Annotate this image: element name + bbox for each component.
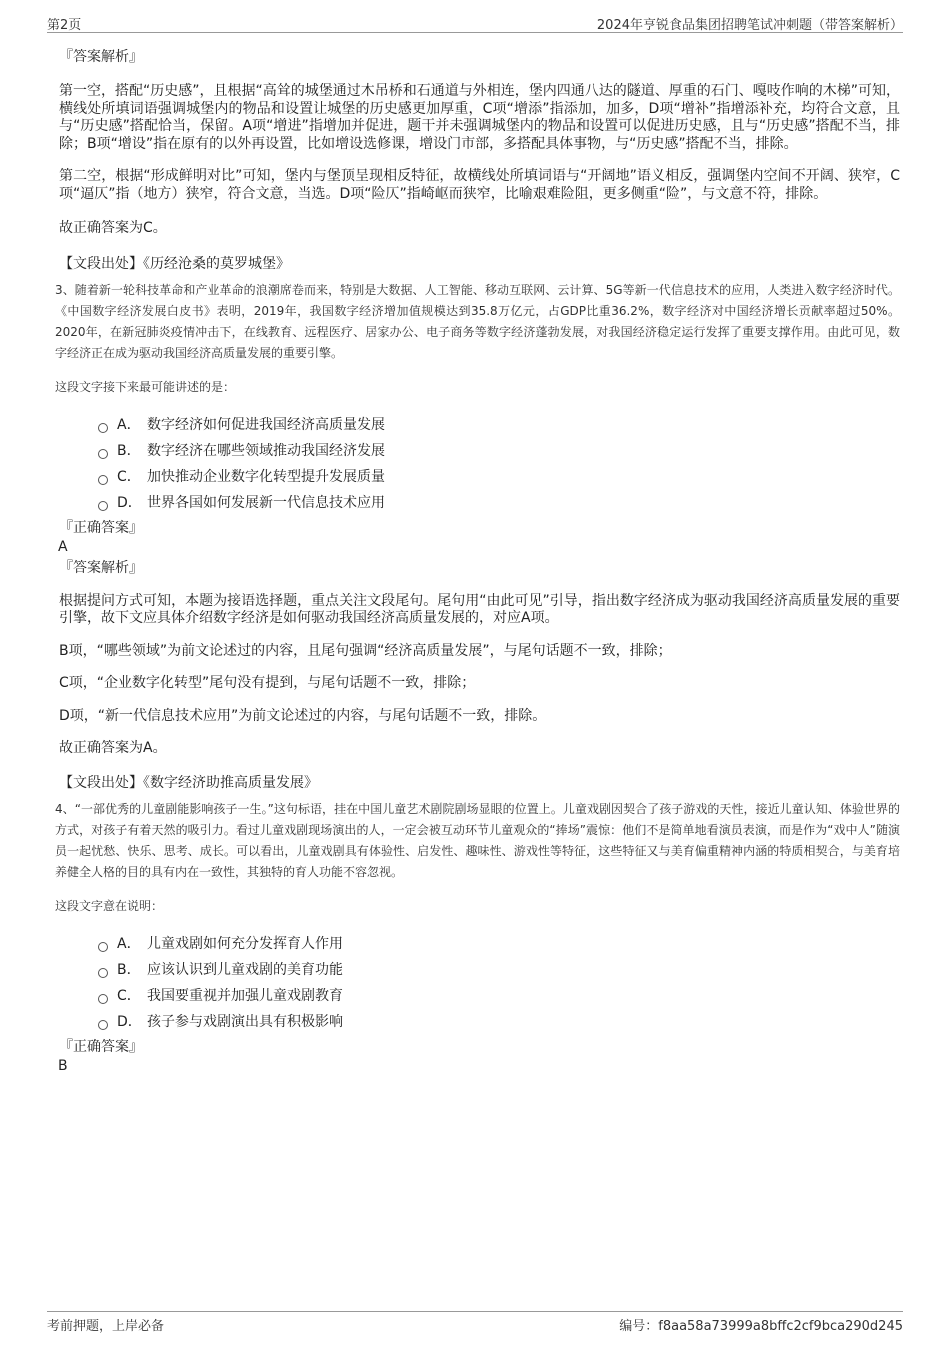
page-header	[47, 12, 903, 33]
page-number: 第2页	[47, 18, 82, 33]
analysis-conclusion: 故正确答案为C。	[59, 220, 167, 236]
option-b[interactable]: B． 应该认识到儿童戏剧的美育功能	[98, 957, 900, 983]
correct-answer: A	[58, 538, 68, 555]
radio-icon[interactable]	[98, 994, 108, 1004]
analysis-paragraph: 第一空，搭配“历史感”，且根据“高耸的城堡通过木吊桥和石通道与外相连，堡内四通八达的隧道、厚重的石门、嘎吱作响的木梯”可知，横线处所填词语强调城堡内的物品和设置让城堡的历史感更加厚重，C项“增添”指添加，加多，D项“增补”指增添补充，均符合文意，且与“历史感”搭配恰当，保留。A项“增进”指增加并促进，题干并未强调城堡内的物品和设置可以促进历史感，且与“历史感”搭配不当，排除；B项“增设”指在原有的以外再设置，比如增设选修课，增设门市部，多搭配具体事物，与“历史感”搭配不当，排除。	[59, 83, 901, 152]
analysis-label: 『答案解析』	[59, 49, 143, 65]
option-a[interactable]: A． 儿童戏剧如何充分发挥育人作用	[98, 931, 900, 957]
radio-icon[interactable]	[98, 942, 108, 952]
option-a[interactable]: A． 数字经济如何促进我国经济高质量发展	[98, 412, 900, 438]
analysis-paragraph: D项，“新一代信息技术应用”为前文论述过的内容，与尾句话题不一致，排除。	[59, 707, 547, 724]
correct-answer: B	[58, 1057, 68, 1074]
question-4	[55, 799, 900, 1075]
analysis-paragraph: 第二空，根据“形成鲜明对比”可知，堡内与堡顶呈现相反特征，故横线处所填词语与“开阔地”语义相反，强调堡内空间不开阔、狭窄，C项“逼仄”指（地方）狭窄，符合文意，当选。D项“险仄”指崎岖而狭窄，比喻艰难险阻，更多侧重“险”，与文意不符，排除。	[59, 168, 900, 202]
radio-icon[interactable]	[98, 423, 108, 433]
option-d[interactable]: D． 世界各国如何发展新一代信息技术应用	[98, 490, 900, 516]
answer-options	[98, 412, 900, 516]
q2-analysis-section	[55, 47, 900, 274]
option-d[interactable]: D． 孩子参与戏剧演出具有积极影响	[98, 1009, 900, 1035]
option-b[interactable]: B． 数字经济在哪些领域推动我国经济发展	[98, 438, 900, 464]
option-c[interactable]: C． 加快推动企业数字化转型提升发展质量	[98, 464, 900, 490]
document-code: 编号：f8aa58a73999a8bffc2cf9bca290d245	[619, 1319, 903, 1334]
radio-icon[interactable]	[98, 501, 108, 511]
radio-icon[interactable]	[98, 449, 108, 459]
source-citation: 【文段出处】《数字经济助推高质量发展》	[59, 774, 318, 791]
question-text: 4、“一部优秀的儿童剧能影响孩子一生。”这句标语，挂在中国儿童艺术剧院剧场显眼的位置上。儿童戏剧因契合了孩子游戏的天性，接近儿童认知、体验世界的方式，对孩子有着天然的吸引力。看过儿童戏剧现场演出的人，一定会被互动环节儿童观众的“捧场”震惊：他们不是简单地看演员表演，而是作为“戏中人”随演员一起忧愁、快乐、思考、成长。可以看出，儿童戏剧具有体验性、启发性、趣味性、游戏性等特征，这些特征又与美育偏重精神内涵的特质相契合，与美育培养健全人格的目的具有内在一致性，其独特的育人功能不容忽视。	[55, 801, 900, 879]
correct-answer-label: 『正确答案』	[59, 1038, 143, 1055]
analysis-paragraph: C项，“企业数字化转型”尾句没有提到，与尾句话题不一致，排除；	[59, 675, 476, 691]
question-3	[55, 280, 900, 793]
answer-options	[98, 931, 900, 1035]
correct-answer-label: 『正确答案』	[59, 519, 143, 536]
footer-slogan: 考前押题，上岸必备	[47, 1319, 165, 1334]
option-c[interactable]: C． 我国要重视并加强儿童戏剧教育	[98, 983, 900, 1009]
radio-icon[interactable]	[98, 1020, 108, 1030]
document-body	[55, 44, 900, 1075]
radio-icon[interactable]	[98, 968, 108, 978]
page-footer	[47, 1311, 903, 1334]
analysis-conclusion: 故正确答案为A。	[59, 740, 167, 756]
analysis-paragraph: B项，“哪些领域”为前文论述过的内容，且尾句强调“经济高质量发展”，与尾句话题不一致，排除；	[59, 642, 672, 659]
question-prompt: 这段文字接下来最可能讲述的是：	[55, 379, 236, 394]
question-prompt: 这段文字意在说明：	[55, 898, 164, 913]
document-title: 2024年亨锐食品集团招聘笔试冲刺题（带答案解析）	[596, 18, 903, 33]
analysis-paragraph: 根据提问方式可知，本题为接语选择题，重点关注文段尾句。尾句用“由此可见”引导，指出数字经济成为驱动我国经济高质量发展的重要引擎，故下文应具体介绍数字经济是如何驱动我国经济高质量发展的，对应A项。	[59, 592, 900, 626]
analysis-label: 『答案解析』	[59, 559, 143, 576]
radio-icon[interactable]	[98, 475, 108, 485]
question-text: 3、随着新一轮科技革命和产业革命的浪潮席卷而来，特别是大数据、人工智能、移动互联网、云计算、5G等新一代信息技术的应用，人类进入数字经济时代。《中国数字经济发展白皮书》表明，2019年，我国数字经济增加值规模达到35.8万亿元，占GDP比重36.2%，数字经济对中国经济增长贡献率超过50%。2020年，在新冠肺炎疫情冲击下，在线教育、远程医疗、居家办公、电子商务等数字经济蓬勃发展，对我国经济稳定运行发挥了重要支撑作用。由此可见，数字经济正在成为驱动我国经济高质量发展的重要引擎。	[55, 282, 900, 360]
source-citation: 【文段出处】《历经沧桑的莫罗城堡》	[59, 255, 290, 272]
